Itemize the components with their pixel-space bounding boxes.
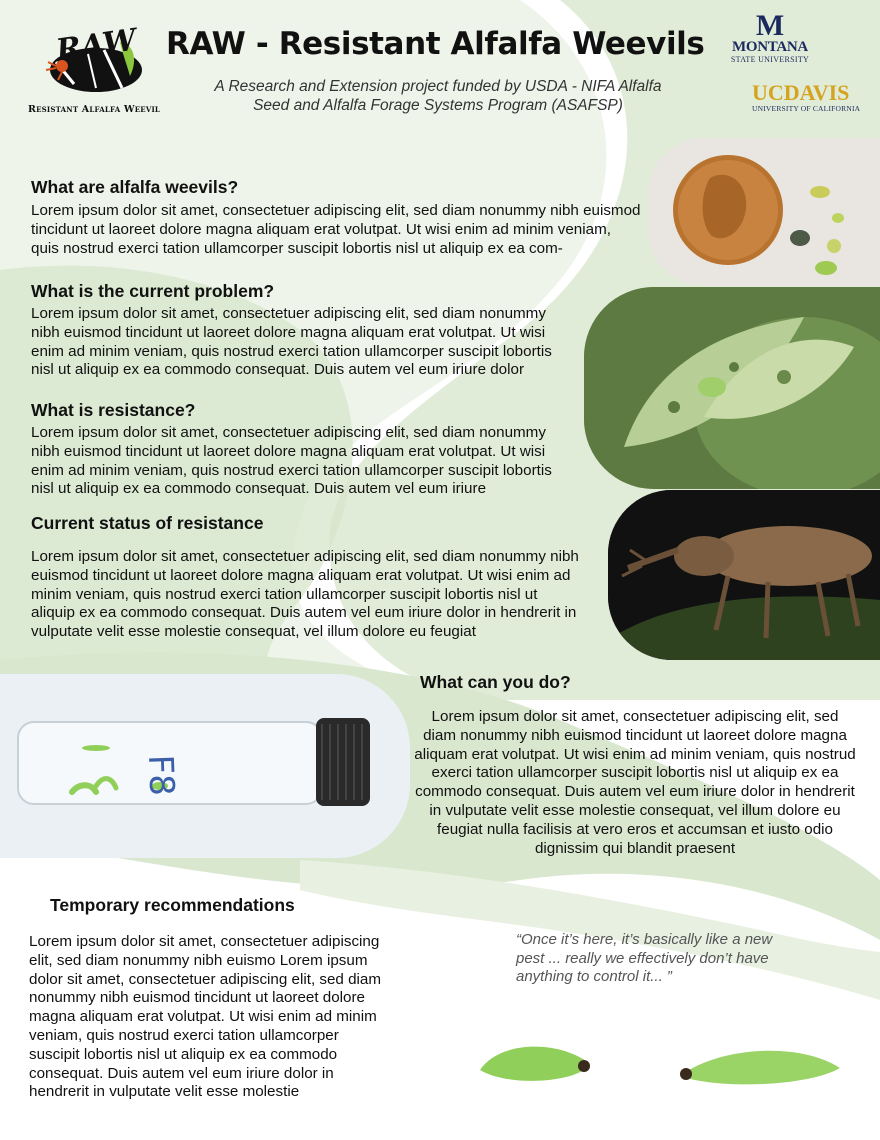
section-heading-what-can-you-do: What can you do? — [420, 672, 571, 692]
montana-logo-sub: STATE UNIVERSITY — [730, 55, 810, 64]
section-heading-what-are-weevils: What are alfalfa weevils? — [31, 177, 239, 197]
vial-label: F8 — [140, 754, 182, 797]
section-heading-what-is-resistance: What is resistance? — [31, 400, 196, 420]
section-body-temporary-recommendations: Lorem ipsum dolor sit amet, consectetuer adipiscing elit, sed diam nonummy nibh euismo Lorem ipsum dolor sit amet, consectetuer adipiscing elit, sed diam nonummy nibh euismod tincidunt ut laoreet dolore magna aliquam erat volutpat. Ut wisi enim ad minim veniam, quis nostrud exerci tation ullamcorper suscipit lobortis nisl ut aliquip ex ea commodo consequat. Duis autem vel eum iriure dolor in hendrerit in vulputate velit esse molestie — [29, 933, 382, 1101]
larvae-photo — [470, 1030, 850, 1100]
penny-icon — [648, 138, 880, 286]
section-heading-current-status: Current status of resistance — [31, 513, 264, 533]
section-body-what-can-you-do: Lorem ipsum dolor sit amet, consectetuer adipiscing elit, sed diam nonummy nibh euismod tincidunt ut laoreet dolore magna aliquam erat volutpat. Ut wisi enim ad minim veniam, quis nostrud exerci tation ullamcorper suscipit lobortis nisl ut aliquip ex ea commodo consequat. Duis autem vel eum iriure dolor in hendrerit in vulputate velit esse molestie consequat, vel illum dolore eu feugiat nulla facilisis at vero eros et accumsan et iusto odio dignissim qui blandit praesent — [414, 708, 856, 857]
section-body-current-status: Lorem ipsum dolor sit amet, consectetuer adipiscing elit, sed diam nonummy nibh euismod tincidunt ut laoreet dolore magna aliquam erat volutpat. Ut wisi enim ad minim veniam, quis nostrud exerci tation ullamcorper suscipit lobortis nisl ut aliquip ex ea commodo consequat. Duis autem vel eum iriure dolor in hendrerit in vulputate velit esse molestie consequat, vel illum dolore eu feugiat — [31, 548, 579, 641]
raw-logo — [28, 22, 161, 120]
montana-logo-initial: M — [755, 9, 785, 42]
alfalfa-leaf-icon — [584, 287, 880, 489]
vial-with-larvae-photo — [0, 674, 410, 858]
page-title: RAW - Resistant Alfalfa Weevils — [166, 26, 705, 62]
section-heading-temporary-recommendations: Temporary recommendations — [50, 895, 295, 915]
penny-life-stages-photo — [648, 138, 880, 286]
vial-icon — [0, 674, 410, 858]
raw-logo-caption: Resistant Alfalfa Weevil — [28, 104, 161, 115]
ucdavis-logo-name: UCDAVIS — [752, 80, 850, 105]
ucdavis-logo-sub: UNIVERSITY OF CALIFORNIA — [752, 104, 861, 113]
damaged-alfalfa-leaves-photo — [584, 287, 880, 489]
weevil-icon — [608, 490, 880, 660]
page-subtitle: A Research and Extension project funded by USDA - NIFA Alfalfa Seed and Alfalfa Forage Systems Program (ASAFSP) — [214, 78, 662, 114]
section-body-current-problem: Lorem ipsum dolor sit amet, consectetuer adipiscing elit, sed diam nonummy nibh euismod tincidunt ut laoreet dolore magna aliquam erat volutpat. Ut wisi enim ad minim veniam, quis nostrud exerci tation ullamcorper suscipit lobortis nisl ut aliquip ex ea commodo consequat. Duis autem vel eum iriure dolor — [31, 305, 552, 379]
raw-logo-mark: RAW — [53, 22, 139, 69]
montana-logo-name: MONTANA — [732, 39, 808, 55]
ucdavis-logo — [752, 82, 862, 113]
section-heading-current-problem: What is the current problem? — [31, 281, 275, 301]
section-body-what-are-weevils: Lorem ipsum dolor sit amet, consectetuer adipiscing elit, sed diam nonummy nibh euismod tincidunt ut laoreet dolore magna aliquam erat volutpat. Ut wisi enim ad minim veniam, quis nostrud exerci tation ullamcorper suscipit lobortis nisl ut aliquip ex ea com- — [31, 202, 641, 257]
adult-weevil-photo — [608, 490, 880, 660]
section-body-what-is-resistance: Lorem ipsum dolor sit amet, consectetuer adipiscing elit, sed diam nonummy nibh euismod tincidunt ut laoreet dolore magna aliquam erat volutpat. Ut wisi enim ad minim veniam, quis nostrud exerci tation ullamcorper suscipit lobortis nisl ut aliquip ex ea commodo consequat. Duis autem vel eum iriure — [31, 424, 552, 498]
pull-quote: “Once it’s here, it’s basically like a new pest ... really we effectively don’t have anything to control it... ” — [516, 931, 773, 986]
montana-state-logo — [722, 9, 818, 64]
